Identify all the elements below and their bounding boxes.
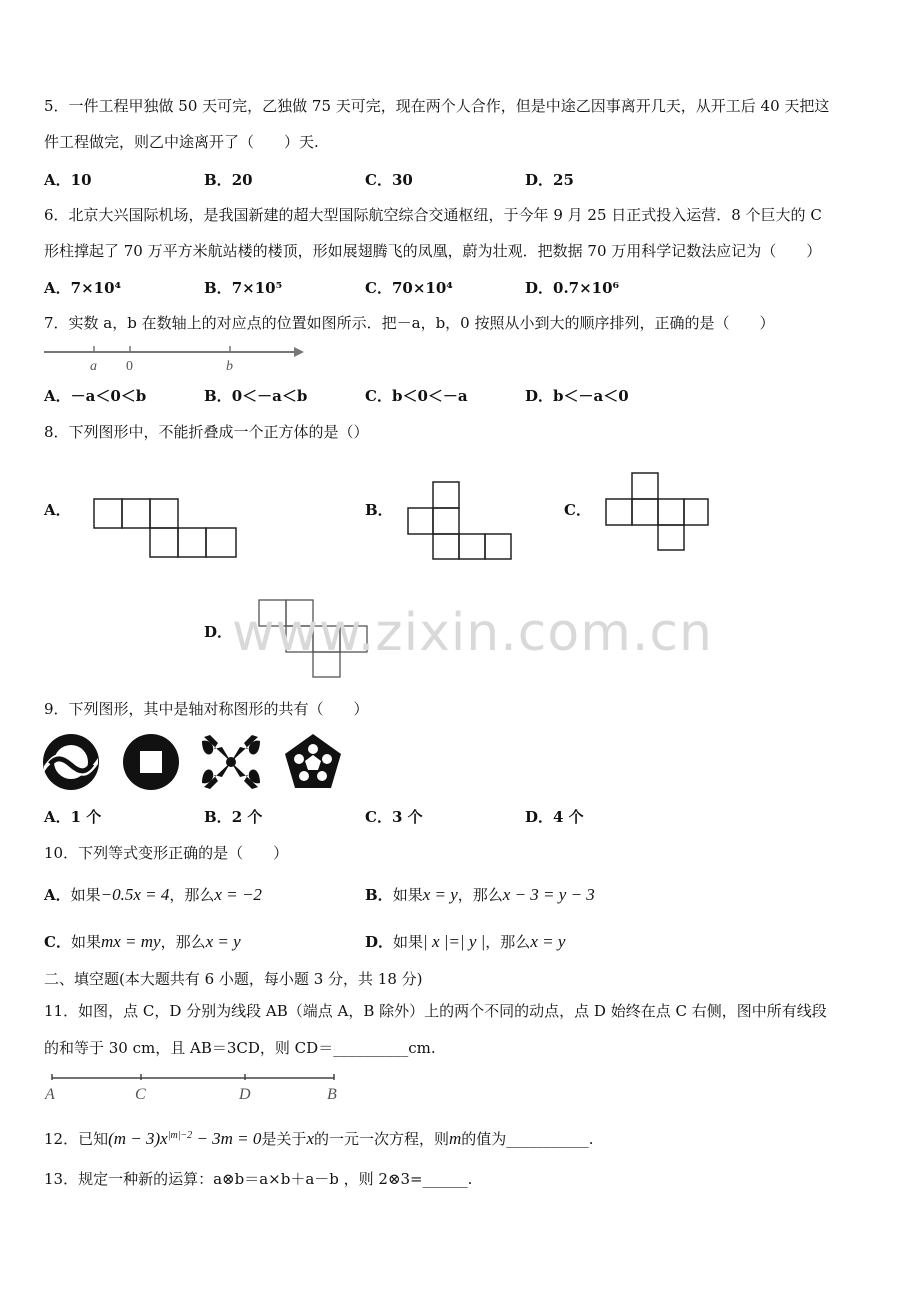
q6-stem-line2: 形柱撑起了 70 万平方米航站楼的楼顶，形如展翅腾飞的凤凰，蔚为壮观．把数据 70 万用科学记数法应记为（ ） xyxy=(44,242,822,260)
point-label-b: B xyxy=(327,1086,337,1103)
q10-option-b: B．如果x = y，那么x − 3 = y − 3 xyxy=(365,885,595,904)
q8-label-c: C． xyxy=(564,501,591,519)
axis-label-b: b xyxy=(226,359,233,374)
q8-label-a: A． xyxy=(44,501,71,519)
q6-option-a: A．7×10⁴ xyxy=(44,279,122,297)
watermark: www.zixin.com.cn xyxy=(232,603,713,663)
q5-option-b: B．20 xyxy=(204,171,253,189)
q7-number-line xyxy=(42,340,308,376)
q8-stem: 8．下列图形中，不能折叠成一个正方体的是（） xyxy=(44,423,369,441)
symbol-knot-icon xyxy=(200,733,262,791)
q7-option-a: A．－a＜0＜b xyxy=(44,387,147,405)
q6-stem-line1: 6．北京大兴国际机场，是我国新建的超大型国际航空综合交通枢纽，于今年 9 月 25 日正式投入运营．8 个巨大的 C xyxy=(44,206,822,224)
q10-option-d: D．如果| x |=| y |，那么x = y xyxy=(365,932,566,951)
point-label-c: C xyxy=(135,1086,146,1103)
q11-stem-line1: 11．如图，点 C，D 分别为线段 AB（端点 A，B 除外）上的两个不同的动点，点 D 始终在点 C 右侧，图中所有线段 xyxy=(44,1002,827,1020)
q9-option-d: D．4 个 xyxy=(525,808,584,826)
symbol-ring-wave-icon xyxy=(42,733,102,791)
symbol-pentagon-flower-icon xyxy=(284,733,344,791)
q7-option-d: D．b＜－a＜0 xyxy=(525,387,629,405)
q10-option-a: A．如果−0.5x = 4，那么x = −2 xyxy=(44,885,262,904)
q5-option-a: A．10 xyxy=(44,171,92,189)
q10-option-c: C．如果mx = my，那么x = y xyxy=(44,932,241,951)
point-label-d: D xyxy=(239,1086,251,1103)
q5-option-c: C．30 xyxy=(365,171,413,189)
q7-option-c: C．b＜0＜－a xyxy=(365,387,468,405)
q9-stem: 9．下列图形，其中是轴对称图形的共有（ ） xyxy=(44,700,369,718)
q8-net-a xyxy=(93,498,239,558)
axis-label-a: a xyxy=(90,359,97,374)
q7-option-b: B．0＜－a＜b xyxy=(204,387,308,405)
q5-stem-line1: 5．一件工程甲独做 50 天可完，乙独做 75 天可完，现在两个人合作，但是中途乙因事离开几天，从开工后 40 天把这 xyxy=(44,97,830,115)
q8-label-b: B． xyxy=(365,501,393,519)
q8-net-b xyxy=(407,481,513,561)
point-label-a: A xyxy=(45,1086,55,1103)
q9-option-c: C．3 个 xyxy=(365,808,423,826)
q9-option-a: A．1 个 xyxy=(44,808,102,826)
q9-option-b: B．2 个 xyxy=(204,808,263,826)
q7-stem: 7．实数 a，b 在数轴上的对应点的位置如图所示．把－a，b，0 按照从小到大的顺序排列，正确的是（ ） xyxy=(44,314,775,332)
axis-label-0: 0 xyxy=(126,359,133,374)
symbol-coin-square-icon xyxy=(122,733,182,791)
q6-option-d: D．0.7×10⁶ xyxy=(525,279,620,297)
section-heading: 二、填空题(本大题共有 6 小题，每小题 3 分，共 18 分) xyxy=(44,970,423,988)
q8-label-d: D． xyxy=(204,623,233,641)
q6-option-b: B．7×10⁵ xyxy=(204,279,283,297)
q13-stem: 13．规定一种新的运算：a⊗b＝a×b＋a－b ，则 2⊗3=______. xyxy=(44,1170,473,1188)
q5-option-d: D．25 xyxy=(525,171,574,189)
q6-option-c: C．70×10⁴ xyxy=(365,279,453,297)
q11-segment-diagram xyxy=(44,1072,344,1106)
q10-stem: 10．下列等式变形正确的是（ ） xyxy=(44,844,289,862)
q8-net-c xyxy=(605,472,711,552)
q11-stem-line2: 的和等于 30 cm，且 AB＝3CD，则 CD＝__________cm. xyxy=(44,1039,436,1057)
q5-stem-line2: 件工程做完，则乙中途离开了（ ）天. xyxy=(44,133,319,151)
q12-stem: 12．已知$(m - 3)x^{|m|-2} - 3m = 0$是关于x的一元一次方程，则m的值为___________. xyxy=(44,1129,594,1148)
